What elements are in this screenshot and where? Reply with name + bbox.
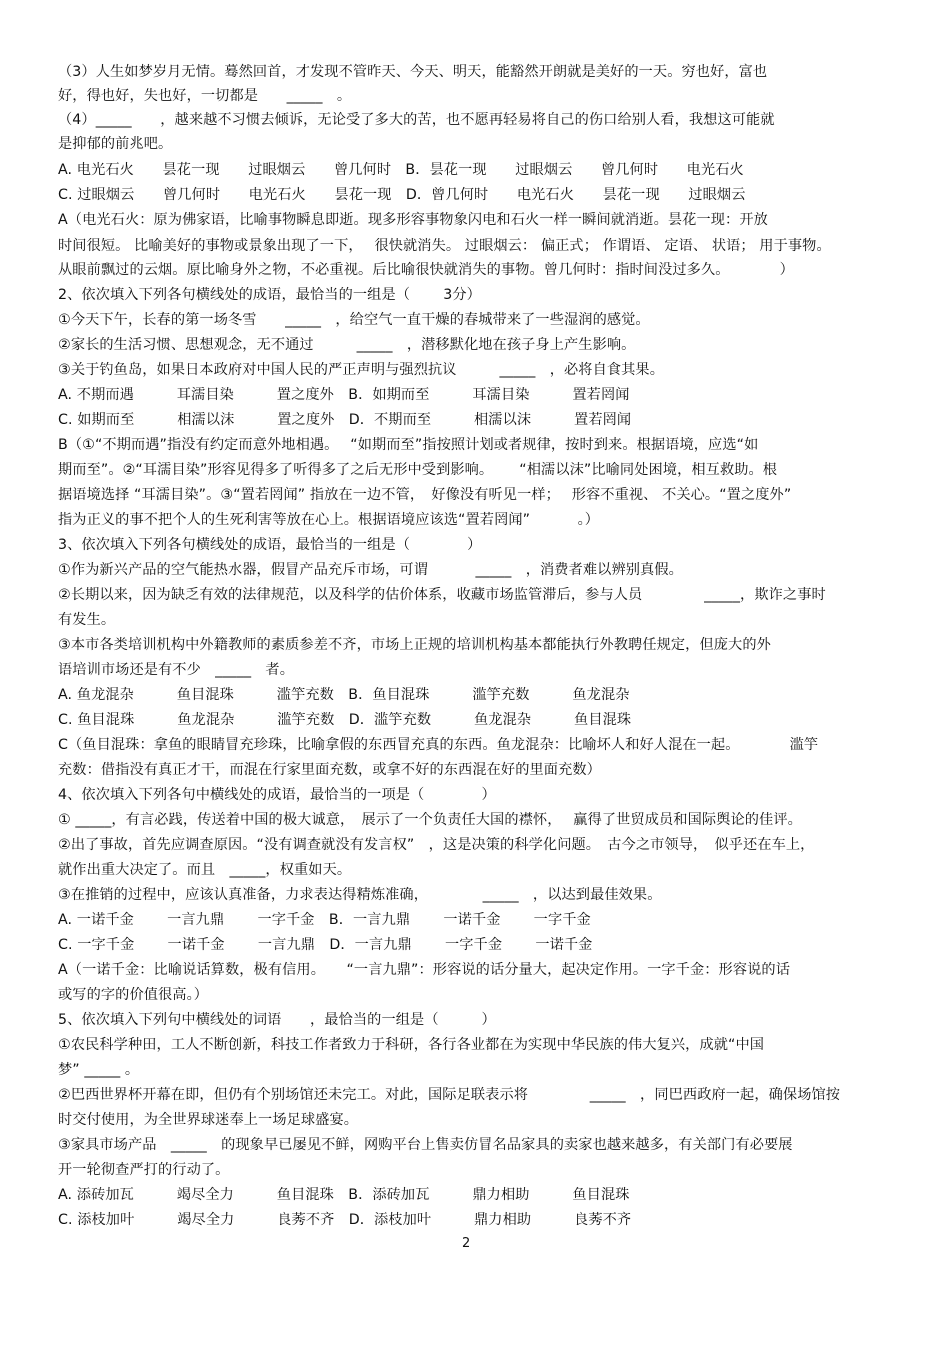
text-line: ③本市各类培训机构中外籍教师的素质参差不齐，市场上正规的培训机构基本都能执行外教聘任规定，但庞大的外 — [58, 637, 771, 653]
text-line: 4、依次填入下列各句中横线处的成语，最恰当的一项是（ ） — [58, 787, 496, 803]
text-line: A（一诺千金：比喻说话算数，极有信用。 “一言九鼎”：形容说的话分量大，起决定作用。一字千金：形容说的话 — [58, 962, 790, 978]
text-line: 期而至”。②“耳濡目染”形容见得多了听得多了之后无形中受到影响。 “相濡以沫”比喻同处困境，相互救助。根 — [58, 462, 778, 478]
text-line: ②出了事故，首先应调查原因。“没有调查就没有发言权” ，这是决策的科学化问题。 古今之市领导， 似乎还在车上， — [58, 837, 815, 853]
text-line: 5、依次填入下列句中横线处的词语 ，最恰当的一组是（ ） — [58, 1012, 496, 1028]
text-line: ①农民科学种田，工人不断创新，科技工作者致力于科研，各行各业都在为实现中华民族的伟大复兴，成就“中国 — [58, 1037, 765, 1053]
text-line: 2、依次填入下列各句横线处的成语，最恰当的一组是（ 3分） — [58, 287, 481, 303]
text-line: C. 如期而至 相濡以沫 置之度外 D．不期而至 相濡以沫 置若罔闻 — [58, 412, 632, 428]
text-line: C（鱼目混珠：拿鱼的眼睛冒充珍珠，比喻拿假的东西冒充真的东西。鱼龙混杂：比喻坏人和好人混在一起。 滥竽 — [58, 737, 819, 753]
text-line: 充数：借指没有真正才干，而混在行家里面充数，或拿不好的东西混在好的里面充数） — [58, 762, 601, 778]
text-line: 开一轮彻查严打的行动了。 — [58, 1162, 230, 1178]
text-line: 语培训市场还是有不少 _____ 者。 — [58, 662, 294, 678]
text-line: C. 鱼目混珠 鱼龙混杂 滥竽充数 D．滥竽充数 鱼龙混杂 鱼目混珠 — [58, 712, 632, 728]
text-line: ②长期以来，因为缺乏有效的法律规范，以及科学的估价体系，收藏市场监管滞后，参与人员 _____，欺诈之事时 — [58, 587, 826, 603]
text-line: A. 电光石火 昙花一现 过眼烟云 曾几何时 B．昙花一现 过眼烟云 曾几何时 电光石火 — [58, 162, 744, 178]
text-line: ① _____，有言必践，传送着中国的极大诚意， 展示了一个负责任大国的襟怀， 赢得了世贸成员和国际舆论的佳评。 — [58, 812, 802, 828]
text-line: ②巴西世界杯开幕在即，但仍有个别场馆还未完工。对此，国际足联表示将 _____ ，同巴西政府一起，确保场馆按 — [58, 1087, 841, 1103]
text-line: 就作出重大决定了。而且 _____，权重如天。 — [58, 862, 352, 878]
text-line: 梦” _____ 。 — [58, 1062, 140, 1078]
text-line: ③关于钓鱼岛，如果日本政府对中国人民的严正声明与强烈抗议 _____ ，必将自食其果。 — [58, 362, 665, 378]
text-line: ②家长的生活习惯、思想观念，无不通过 _____ ，潜移默化地在孩子身上产生影响。 — [58, 337, 636, 353]
page-number: 2 — [462, 1236, 471, 1251]
text-line: ③家具市场产品 _____ 的现象早已屡见不鲜，网购平台上售卖仿冒名品家具的卖家也越来越多，有关部门有必要展 — [58, 1137, 793, 1153]
text-line: A. 鱼龙混杂 鱼目混珠 滥竽充数 B．鱼目混珠 滥竽充数 鱼龙混杂 — [58, 687, 630, 703]
text-line: 是抑郁的前兆吧。 — [58, 136, 173, 152]
text-line: ①作为新兴产品的空气能热水器，假冒产品充斥市场，可谓 _____ ，消费者难以辨别真假。 — [58, 562, 683, 578]
text-line: （4）_____ ，越来越不习惯去倾诉，无论受了多大的苦，也不愿再轻易将自己的伤口给别人看，我想这可能就 — [58, 112, 775, 128]
text-line: 好，得也好，失也好，一切都是 _____ 。 — [58, 88, 352, 104]
text-line: （3）人生如梦岁月无情。蓦然回首，才发现不管昨天、今天、明天，能豁然开朗就是美好的一天。穷也好，富也 — [58, 64, 768, 80]
text-line: C. 一字千金 一诺千金 一言九鼎 D．一言九鼎 一字千金 一诺千金 — [58, 937, 593, 953]
text-line: 或写的字的价值很高。） — [58, 987, 209, 1003]
text-line: B（①“不期而遇”指没有约定而意外地相遇。 “如期而至”指按照计划或者规律，按时到来。根据语境，应选“如 — [58, 437, 759, 453]
text-line: 时间很短。 比喻美好的事物或景象出现了一下， 很快就消失。 过眼烟云： 偏正式； 作谓语、 定语、 状语； 用于事物。 — [58, 238, 831, 254]
text-line: C. 添枝加叶 竭尽全力 良莠不齐 D．添枝加叶 鼎力相助 良莠不齐 — [58, 1212, 632, 1228]
text-line: 有发生。 — [58, 612, 116, 628]
text-line: A. 不期而遇 耳濡目染 置之度外 B．如期而至 耳濡目染 置若罔闻 — [58, 387, 630, 403]
text-line: 从眼前飘过的云烟。原比喻身外之物，不必重视。后比喻很快就消失的事物。曾几何时：指时间没过多久。 ） — [58, 262, 794, 278]
text-line: 指为正义的事不把个人的生死利害等放在心上。根据语境应该选“置若罔闻” 。） — [58, 512, 600, 528]
text-line: 3、依次填入下列各句横线处的成语，最恰当的一组是（ ） — [58, 537, 482, 553]
text-line: 据语境选择 “耳濡目染”。③“置若罔闻” 指放在一边不管， 好像没有听见一样； 形容不重视、 不关心。“置之度外” — [58, 487, 792, 503]
text-line: C. 过眼烟云 曾几何时 电光石火 昙花一现 D．曾几何时 电光石火 昙花一现 过眼烟云 — [58, 187, 746, 203]
text-line: ①今天下午，长春的第一场冬雪 _____ ，给空气一直干燥的春城带来了一些湿润的感觉。 — [58, 312, 650, 328]
text-line: 时交付使用，为全世界球迷奉上一场足球盛宴。 — [58, 1112, 359, 1128]
text-line: A. 一诺千金 一言九鼎 一字千金 B．一言九鼎 一诺千金 一字千金 — [58, 912, 591, 928]
text-line: A（电光石火：原为佛家语，比喻事物瞬息即逝。现多形容事物象闪电和石火一样一瞬间就消逝。昙花一现：开放 — [58, 212, 768, 228]
text-line: ③在推销的过程中，应该认真准备，力求表达得精炼准确， _____ ，以达到最佳效果。 — [58, 887, 662, 903]
text-line: A. 添砖加瓦 竭尽全力 鱼目混珠 B．添砖加瓦 鼎力相助 鱼目混珠 — [58, 1187, 630, 1203]
